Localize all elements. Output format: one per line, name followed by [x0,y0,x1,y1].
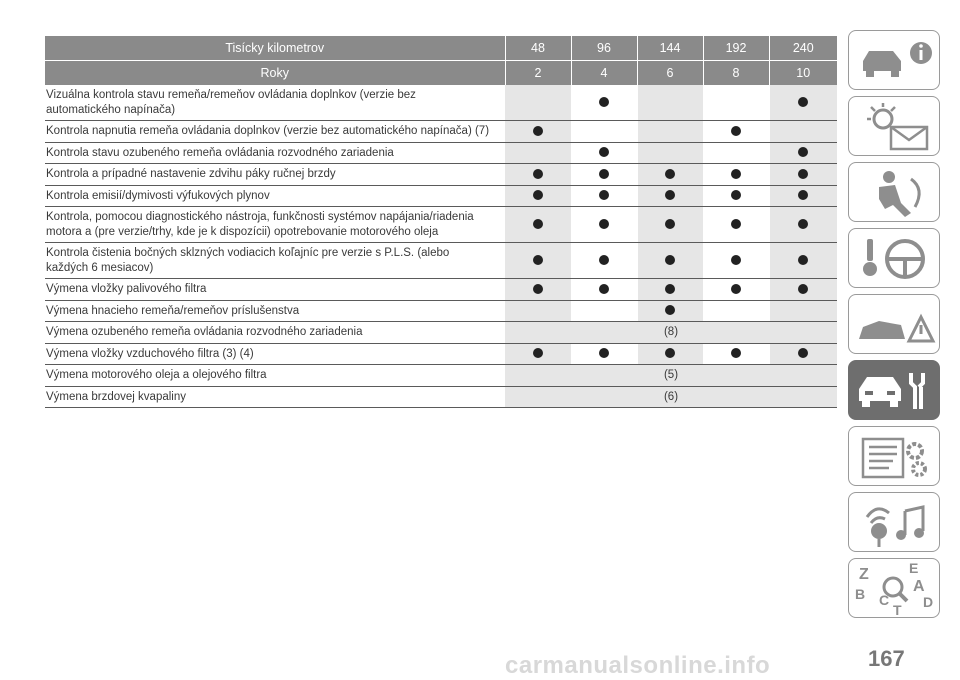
tab-emergency[interactable] [848,294,940,354]
header-year-value: 2 [505,61,571,86]
header-km-value: 240 [769,36,837,61]
interval-cell [703,121,769,143]
interval-cell [505,185,571,207]
interval-cell [571,121,637,143]
row-description: Výmena hnacieho remeňa/remeňov príslušenstva [45,300,505,322]
check-dot [798,169,808,179]
check-dot [599,169,609,179]
interval-cell [571,279,637,301]
tab-safety[interactable] [848,162,940,222]
check-dot [599,284,609,294]
check-dot [798,219,808,229]
tab-technical-data[interactable] [848,426,940,486]
row-description: Kontrola napnutia remeňa ovládania doplnkov (verzie bez automatického napínača) (7) [45,121,505,143]
check-dot [599,255,609,265]
table-row [45,365,837,387]
check-dot [533,219,543,229]
interval-cell [505,300,571,322]
interval-cell [637,343,703,365]
interval-cell [769,279,837,301]
index-letter: E [909,560,919,576]
car-emergency-icon [849,295,939,353]
check-dot [665,305,675,315]
check-dot [798,147,808,157]
interval-cell [637,279,703,301]
index-letter: C [879,592,890,608]
check-dot [731,284,741,294]
interval-cell [571,85,637,121]
check-dot [798,284,808,294]
check-dot [731,348,741,358]
table-row [45,386,837,408]
interval-cell [505,207,571,243]
table-row [45,343,837,365]
tab-maintenance[interactable] [848,360,940,420]
technical-data-gear-icon [849,427,939,485]
note-cell: (5) [505,365,837,387]
header-km-value: 96 [571,36,637,61]
interval-cell [703,279,769,301]
multimedia-music-icon [849,493,939,551]
header-label-years: Roky [45,61,505,86]
check-dot [665,255,675,265]
table-row [45,243,837,279]
interval-cell [505,142,571,164]
interval-cell [571,207,637,243]
header-year-value: 4 [571,61,637,86]
interval-cell [637,243,703,279]
interval-cell [703,300,769,322]
interval-cell [571,300,637,322]
row-description: Výmena ozubeného remeňa ovládania rozvodného zariadenia [45,322,505,344]
table-row [45,164,837,186]
row-description: Kontrola čistenia bočných sklzných vodiacich koľajníc pre verzie s P.L.S. (alebo každých 6 mesiacov) [45,243,505,279]
check-dot [599,219,609,229]
watermark: carmanualsonline.info [505,652,771,679]
check-dot [798,97,808,107]
check-dot [533,190,543,200]
index-letter: Z [859,566,869,583]
interval-cell [769,85,837,121]
chapter-tabs-sidebar [848,30,940,624]
note-cell: (8) [505,322,837,344]
table-row [45,279,837,301]
check-dot [533,169,543,179]
check-dot [599,147,609,157]
index-letter: T [893,602,902,617]
check-dot [731,190,741,200]
check-dot [665,284,675,294]
interval-cell [571,185,637,207]
interval-cell [703,142,769,164]
interval-cell [505,85,571,121]
tab-warning-lights[interactable] [848,96,940,156]
interval-cell [571,142,637,164]
maintenance-table [45,36,837,408]
interval-cell [769,343,837,365]
check-dot [731,255,741,265]
interval-cell [769,164,837,186]
table-row [45,300,837,322]
table-row [45,322,837,344]
check-dot [599,190,609,200]
header-row-kilometers [45,36,837,61]
tab-vehicle-info[interactable] [848,30,940,90]
check-dot [665,169,675,179]
check-dot [599,97,609,107]
check-dot [599,348,609,358]
interval-cell [637,85,703,121]
row-description: Kontrola a prípadné nastavenie zdvihu páky ručnej brzdy [45,164,505,186]
check-dot [665,190,675,200]
interval-cell [703,343,769,365]
table-row [45,185,837,207]
interval-cell [571,164,637,186]
interval-cell [703,164,769,186]
interval-cell [571,343,637,365]
check-dot [533,126,543,136]
row-description: Výmena vložky vzduchového filtra (3) (4) [45,343,505,365]
alphabetical-index-icon [849,559,939,617]
car-info-icon [849,31,939,89]
interval-cell [505,243,571,279]
index-letter: D [923,594,934,610]
check-dot [665,219,675,229]
page-number: 167 [868,646,905,671]
row-description: Výmena vložky palivového filtra [45,279,505,301]
header-label-kilometers: Tisícky kilometrov [45,36,505,61]
check-dot [731,126,741,136]
interval-cell [637,121,703,143]
check-dot [533,255,543,265]
row-description: Kontrola stavu ozubeného remeňa ovládania rozvodného zariadenia [45,142,505,164]
interval-cell [571,243,637,279]
index-letter: A [913,578,925,595]
interval-cell [769,207,837,243]
airbag-safety-icon [849,163,939,221]
interval-cell [769,142,837,164]
index-letter: B [855,586,866,602]
check-dot [798,190,808,200]
tab-index[interactable] [848,558,940,618]
table-row [45,142,837,164]
header-km-value: 48 [505,36,571,61]
interval-cell [637,142,703,164]
row-description: Výmena motorového oleja a olejového filtra [45,365,505,387]
key-steering-wheel-icon [849,229,939,287]
table-row [45,121,837,143]
row-description: Vizuálna kontrola stavu remeňa/remeňov ovládania doplnkov (verzie bez automatického napínača) [45,85,505,121]
header-year-value: 8 [703,61,769,86]
check-dot [731,219,741,229]
interval-cell [703,185,769,207]
interval-cell [637,300,703,322]
interval-cell [769,185,837,207]
row-description: Kontrola, pomocou diagnostického nástroja, funkčnosti systémov napájania/riadenia motora a (pre verzie/trhy, kde je k dispozícii) opotrebovanie motorového oleja [45,207,505,243]
tab-starting-driving[interactable] [848,228,940,288]
check-dot [665,348,675,358]
interval-cell [637,164,703,186]
check-dot [533,348,543,358]
check-dot [533,284,543,294]
row-description: Kontrola emisií/dymivosti výfukových plynov [45,185,505,207]
interval-cell [769,300,837,322]
interval-cell [769,243,837,279]
check-dot [798,255,808,265]
check-dot [731,169,741,179]
interval-cell [505,343,571,365]
header-row-years [45,61,837,86]
tab-multimedia[interactable] [848,492,940,552]
interval-cell [637,207,703,243]
interval-cell [505,279,571,301]
check-dot [798,348,808,358]
table-row [45,85,837,121]
interval-cell [505,164,571,186]
interval-cell [703,85,769,121]
table-row [45,207,837,243]
note-cell: (6) [505,386,837,408]
interval-cell [505,121,571,143]
car-maintenance-wrench-icon [849,361,939,419]
row-description: Výmena brzdovej kvapaliny [45,386,505,408]
interval-cell [637,185,703,207]
header-year-value: 6 [637,61,703,86]
header-year-value: 10 [769,61,837,86]
header-km-value: 144 [637,36,703,61]
interval-cell [703,207,769,243]
interval-cell [769,121,837,143]
interval-cell [703,243,769,279]
header-km-value: 192 [703,36,769,61]
warning-lights-icon [849,97,939,155]
